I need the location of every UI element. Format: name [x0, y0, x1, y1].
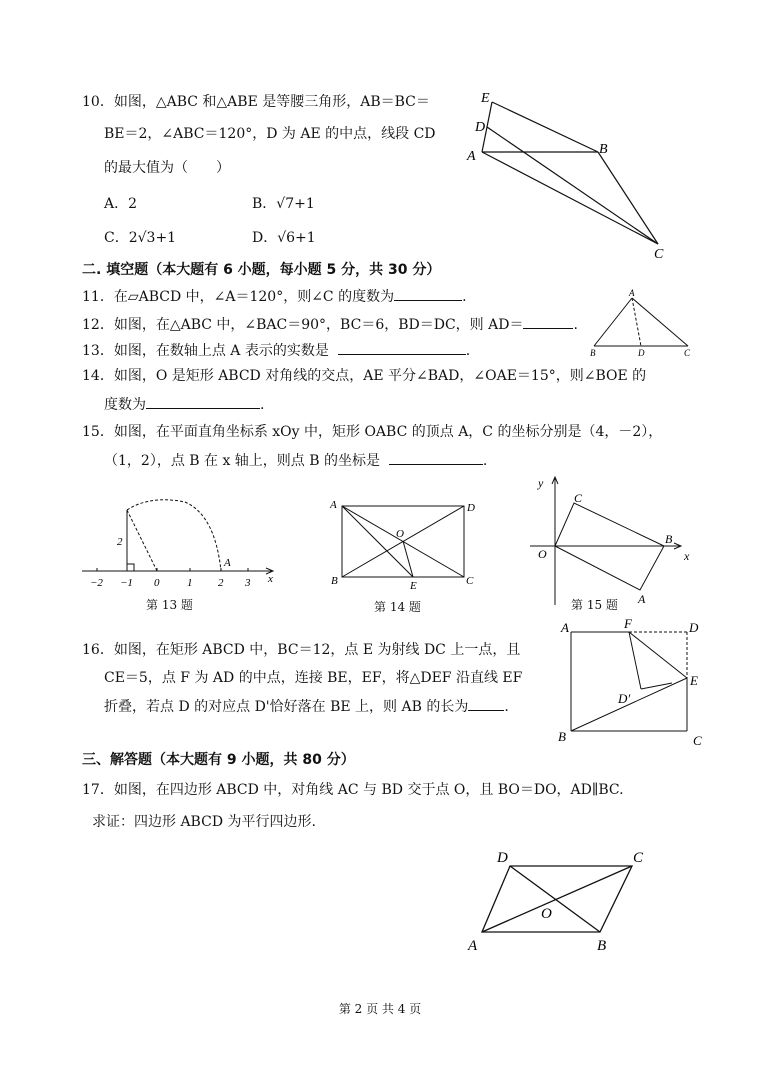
q11-answer-blank[interactable]: [394, 286, 462, 301]
q14-period: .: [260, 397, 265, 413]
fig13-label-a: A: [224, 557, 231, 569]
q17-label-c: C: [633, 850, 644, 866]
fig14-caption: 第 14 题: [374, 600, 421, 614]
q11-stem: 11．在▱ABCD 中，∠A＝120°，则∠C 的度数为: [82, 289, 395, 305]
q10-option-a: A．2: [104, 196, 138, 212]
q12-label-a: A: [629, 288, 635, 298]
q14-line1: 14．如图，O 是矩形 ABCD 对角线的交点，AE 平分∠BAD，∠OAE＝15°，则∠BOE 的: [82, 368, 647, 384]
fig13-tick-neg1: −1: [120, 577, 133, 589]
q17-figure: [462, 842, 662, 960]
q16-answer-blank[interactable]: [468, 696, 504, 711]
q17-label-d: D: [497, 850, 508, 866]
q16-label-c: C: [693, 733, 702, 748]
q12-label-b: B: [590, 348, 596, 358]
q15-period: .: [482, 453, 488, 469]
fig14-label-o: O: [396, 528, 404, 540]
fig13-tick-0: 0: [154, 577, 160, 589]
fig15-label-o: O: [538, 547, 547, 561]
q13-answer-blank[interactable]: [338, 340, 466, 355]
q16-period: .: [504, 699, 509, 715]
q14-line2: [104, 394, 264, 415]
page-footer: 第 2 页 共 4 页: [338, 1002, 422, 1016]
section3-heading: 三、解答题（本大题有 9 小题，共 80 分）: [82, 752, 355, 768]
q12-text: [82, 314, 578, 335]
q10-figure: [460, 86, 680, 266]
fig15-label-a: A: [638, 592, 646, 606]
fig14-label-d: D: [467, 502, 475, 514]
fig13-tick-1: 1: [187, 577, 193, 589]
q14-answer-blank[interactable]: [146, 394, 260, 409]
q12-label-c: C: [684, 348, 691, 358]
q15-answer-blank[interactable]: [389, 450, 483, 465]
q13-text: [82, 340, 470, 361]
fig13-tick-2: 2: [218, 577, 224, 589]
q17-label-o: O: [541, 906, 552, 922]
q17-label-b: B: [597, 938, 607, 954]
q10-label-c: C: [654, 247, 664, 262]
fig15-axis-y: y: [538, 476, 544, 490]
fig14-label-c: C: [466, 575, 474, 587]
q16-figure: [552, 612, 712, 750]
fig13-height-label: 2: [117, 536, 123, 548]
q12-label-d: D: [638, 348, 645, 358]
q10-label-e: E: [481, 91, 490, 106]
section2-heading: 二. 填空题（本大题有 6 小题，每小题 5 分，共 30 分）: [82, 262, 441, 278]
q17-line1: 17．如图，在四边形 ABCD 中，对角线 AC 与 BD 交于点 O，且 BO＝DO，AD∥BC.: [82, 782, 624, 798]
q17-label-a: A: [468, 938, 478, 954]
fig15-label-b: B: [665, 532, 673, 546]
q16-label-dprime: D′: [618, 691, 631, 706]
q10-option-b: B．√7+1: [252, 196, 315, 212]
q10-label-a: A: [467, 149, 476, 164]
fig14-label-b: B: [331, 575, 338, 587]
q16-label-f: F: [624, 616, 632, 631]
q16-label-a: A: [561, 620, 569, 635]
q13-period: .: [465, 343, 471, 359]
q16-label-e: E: [690, 673, 698, 688]
fig14-label-e: E: [410, 580, 417, 592]
q10-option-d: D．√6+1: [252, 230, 316, 246]
q12-stem: 12．如图，在△ABC 中，∠BAC＝90°，BC＝6，BD＝DC，则 AD＝: [82, 317, 524, 333]
fig15-caption: 第 15 题: [571, 598, 618, 612]
fig13-number-line: [78, 492, 288, 592]
q11-text: [82, 286, 467, 307]
fig14-rectangle: [328, 495, 478, 590]
fig15-label-c: C: [574, 491, 583, 505]
q10-label-d: D: [475, 120, 486, 135]
q16-stem: 折叠，若点 D 的对应点 D'恰好落在 BE 上，则 AB 的长为: [104, 699, 469, 715]
q13-stem: 13．如图，在数轴上点 A 表示的实数是: [82, 343, 329, 359]
q16-line1: 16．如图，在矩形 ABCD 中，BC＝12，点 E 为射线 DC 上一点，且: [82, 642, 521, 658]
q15-line1: 15．如图，在平面直角坐标系 xOy 中，矩形 OABC 的顶点 A，C 的坐标分别是（4，－2），: [82, 424, 663, 440]
fig13-caption: 第 13 题: [146, 598, 193, 612]
q16-line3: [104, 696, 509, 717]
q12-figure: [585, 288, 695, 360]
q16-line2: CE＝5，点 F 为 AD 的中点，连接 BE，EF，将△DEF 沿直线 EF: [104, 670, 523, 686]
q16-label-b: B: [558, 729, 566, 744]
q16-label-d: D: [689, 620, 699, 635]
q14-stem: 度数为: [104, 397, 146, 413]
q10-line2: BE＝2，∠ABC＝120°，D 为 AE 的中点，线段 CD: [104, 126, 436, 142]
q10-line1: 10．如图，△ABC 和△ABE 是等腰三角形，AB＝BC＝: [82, 94, 430, 110]
fig13-tick-neg2: −2: [90, 577, 103, 589]
fig15-coordinate-plane: [528, 472, 703, 607]
q15-line2: [104, 450, 487, 471]
q15-stem: （1，2），点 B 在 x 轴上，则点 B 的坐标是: [104, 453, 380, 469]
q10-line3: 的最大值为（ ）: [104, 160, 230, 176]
fig15-axis-x: x: [684, 549, 690, 563]
q10-option-c: C．2√3+1: [104, 230, 177, 246]
fig14-label-a: A: [330, 499, 337, 511]
q17-line2: 求证：四边形 ABCD 为平行四边形.: [92, 814, 316, 830]
fig13-axis-x: x: [268, 573, 273, 585]
q12-period: .: [573, 317, 578, 333]
q10-label-b: B: [599, 142, 608, 157]
q12-answer-blank[interactable]: [523, 314, 573, 329]
fig13-tick-3: 3: [245, 577, 251, 589]
q11-period: .: [462, 289, 467, 305]
